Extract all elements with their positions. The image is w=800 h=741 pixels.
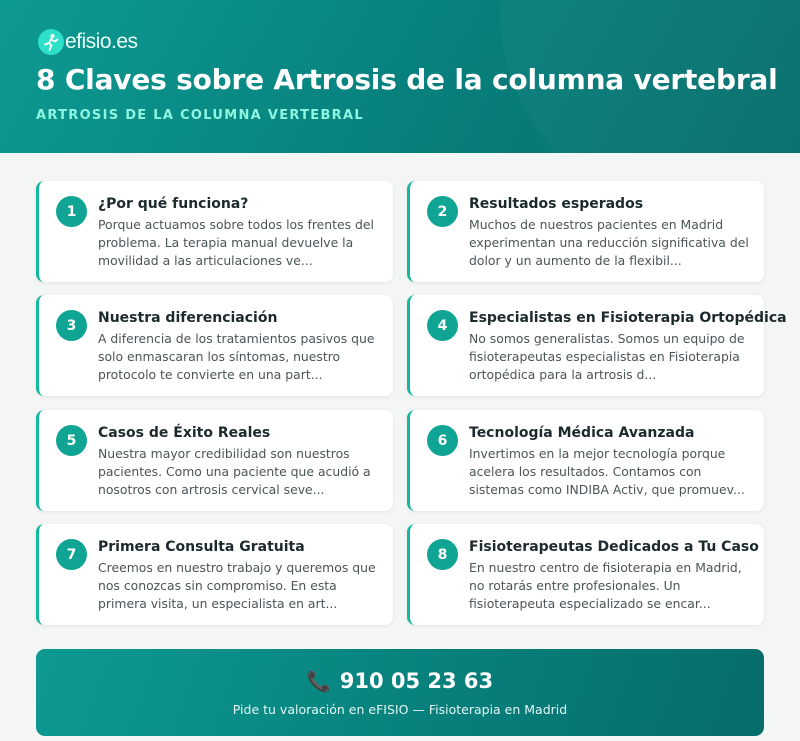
page-header [0, 0, 800, 153]
card-title: Tecnología Médica Avanzada [469, 425, 695, 441]
key-card [36, 181, 393, 282]
card-text: No somos generalistas. Somos un equipo de fisioterapeutas especialistas en Fisioterapia ortopédica para la artrosis d... [469, 331, 745, 382]
card-text: Muchos de nuestros pacientes en Madrid experimentan una reducción significativa del dolor y un aumento de la flexibil... [469, 217, 749, 268]
card-text: Porque actuamos sobre todos los frentes del problema. La terapia manual devuelve la movilidad a las articulaciones ve... [98, 217, 374, 268]
page-subtitle: ARTROSIS DE LA COLUMNA VERTEBRAL [36, 108, 364, 123]
card-title: Nuestra diferenciación [98, 310, 278, 326]
key-card [407, 524, 764, 625]
card-number-badge: 4 [427, 310, 458, 341]
card-title: Resultados esperados [469, 196, 644, 212]
key-card [36, 410, 393, 511]
phone-number: 910 05 23 63 [339, 669, 494, 693]
key-card [36, 295, 393, 396]
key-card [407, 181, 764, 282]
phone-link[interactable] [36, 669, 764, 693]
card-number-badge: 8 [427, 539, 458, 570]
card-title: Primera Consulta Gratuita [98, 539, 305, 555]
card-number-badge: 7 [56, 539, 87, 570]
card-number-badge: 6 [427, 425, 458, 456]
card-title: Especialistas en Fisioterapia Ortopédica [469, 310, 787, 326]
key-card [407, 295, 787, 396]
card-number-badge: 1 [56, 196, 87, 227]
brand-logo[interactable] [38, 28, 138, 56]
card-text: A diferencia de los tratamientos pasivos que solo enmascaran los síntomas, nuestro protocolo te convierte en una part... [98, 331, 375, 382]
runner-figure-icon [38, 29, 64, 55]
page-title: 8 Claves sobre Artrosis de la columna vertebral [36, 63, 778, 96]
card-text: Invertimos en la mejor tecnología porque acelera los resultados. Contamos con sistemas como INDIBA Activ, que promuev... [469, 446, 745, 497]
card-number-badge: 5 [56, 425, 87, 456]
card-number-badge: 3 [56, 310, 87, 341]
card-text: En nuestro centro de fisioterapia en Madrid, no rotarás entre profesionales. Un fisioterapeuta especializado se encar... [469, 560, 742, 611]
key-card [407, 410, 764, 511]
key-card [36, 524, 393, 625]
telephone-icon: 📞 [306, 669, 332, 693]
card-title: ¿Por qué funciona? [98, 196, 249, 212]
card-title: Casos de Éxito Reales [98, 425, 271, 441]
card-text: Creemos en nuestro trabajo y queremos que nos conozcas sin compromiso. En esta primera visita, un especialista en art... [98, 560, 376, 611]
card-number-badge: 2 [427, 196, 458, 227]
card-title: Fisioterapeutas Dedicados a Tu Caso [469, 539, 759, 555]
card-text: Nuestra mayor credibilidad son nuestros pacientes. Como una paciente que acudió a nosotros con artrosis cervical seve... [98, 446, 371, 497]
brand-name: efisio.es [65, 30, 138, 53]
call-to-action-banner[interactable] [36, 649, 764, 736]
cta-subtext: Pide tu valoración en eFISIO — Fisioterapia en Madrid [232, 702, 568, 717]
